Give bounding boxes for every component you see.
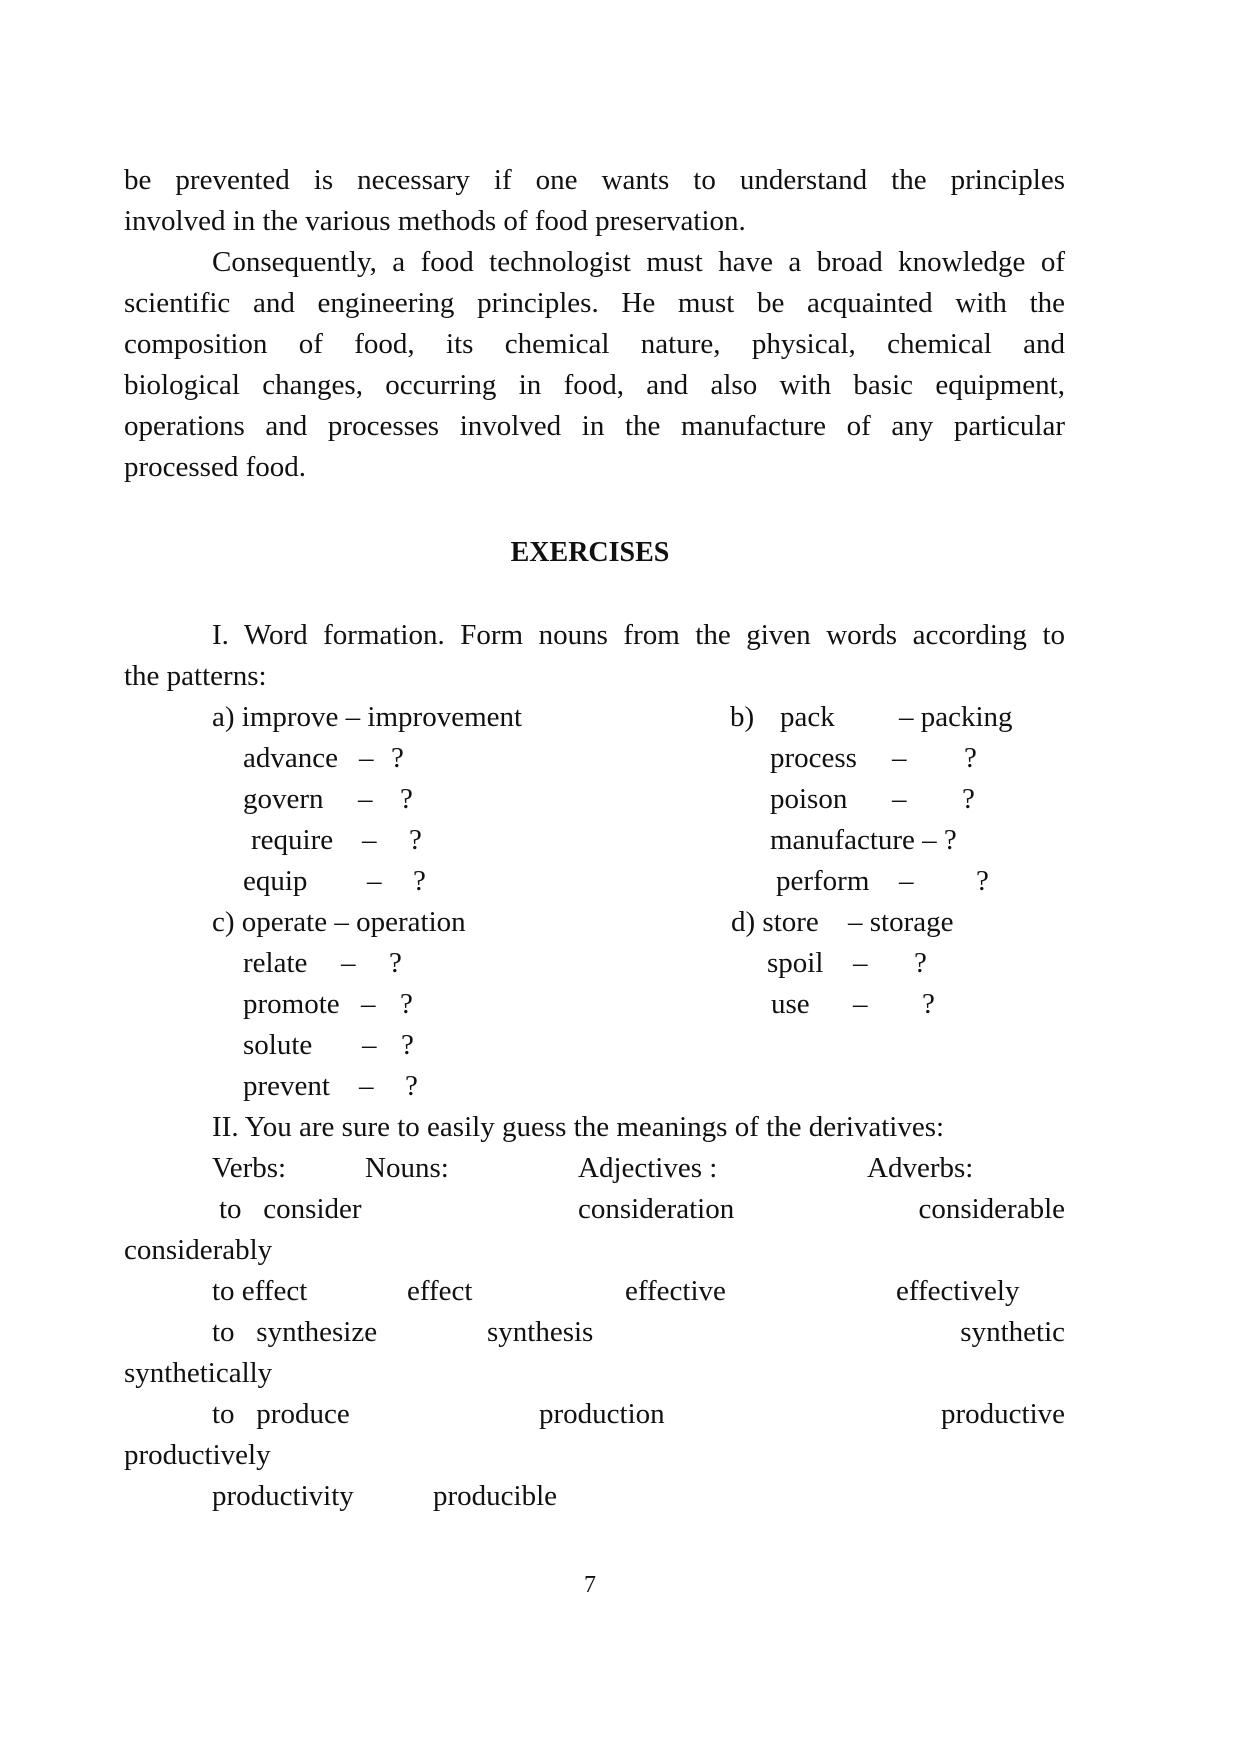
noun-productivity: productivity (212, 1480, 354, 1512)
pattern-a-question-2: ? (400, 783, 413, 815)
noun-effect: effect (407, 1275, 473, 1307)
pattern-a-word-2: govern (243, 783, 324, 815)
page-number: 7 (584, 1572, 596, 1598)
adverb-effectively: effectively (896, 1275, 1020, 1307)
pattern-a-dash-3: – (362, 824, 377, 856)
pattern-c-dash-2: – (361, 988, 376, 1020)
pattern-c-question-3: ? (401, 1029, 414, 1061)
pattern-b-question-2: ? (962, 783, 975, 815)
pattern-c-word-2: promote (243, 988, 340, 1020)
verb-effect: to effect (212, 1275, 308, 1307)
pattern-b-dash-1: – (892, 742, 907, 774)
pattern-d-word-1: spoil (767, 947, 824, 979)
pattern-d-dash-2: – (853, 988, 868, 1020)
pattern-b-question-1: ? (964, 742, 977, 774)
paragraph-2-line-2: scientific and engineering principles. He must be acquainted with the (124, 287, 1065, 319)
pattern-a-word-1: advance (243, 742, 338, 774)
pattern-d-question-1: ? (914, 947, 927, 979)
paragraph-2-line-6: processed food. (124, 451, 307, 483)
pattern-a-question-1: ? (391, 742, 404, 774)
exercise-2-title: II. You are sure to easily guess the meanings of the derivatives: (212, 1111, 945, 1143)
pattern-c-word-4: prevent (243, 1070, 330, 1102)
pattern-d-word-2: use (771, 988, 810, 1020)
pattern-b-label: b) (730, 701, 755, 733)
adverb-synthetically: synthetically (124, 1357, 273, 1389)
pattern-b-word-1: process (770, 742, 857, 774)
pattern-d-head: d) store (731, 906, 819, 938)
header-nouns: Nouns: (365, 1152, 449, 1184)
pattern-c-question-2: ? (400, 988, 413, 1020)
pattern-a-dash-1: – (359, 742, 374, 774)
pattern-b-word-3: manufacture – ? (770, 824, 957, 856)
verb-produce: to produce (212, 1398, 350, 1430)
pattern-d-dash-1: – (853, 947, 868, 979)
noun-synthesis: synthesis (487, 1316, 594, 1348)
adjective-effective: effective (625, 1275, 726, 1307)
noun-consideration: consideration (578, 1193, 735, 1225)
paragraph-2-line-5: operations and processes involved in the manufacture of any particular (124, 410, 1065, 442)
exercise-1-title-line-2: the patterns: (124, 660, 267, 692)
pattern-b-head-result: – packing (899, 701, 1013, 733)
exercises-heading: EXERCISES (510, 537, 670, 568)
pattern-b-question-4: ? (976, 865, 989, 897)
paragraph-2-line-3: composition of food, its chemical nature, physical, chemical and (124, 328, 1065, 360)
paragraph-1-line-2: involved in the various methods of food preservation. (124, 205, 746, 237)
pattern-b-word-2: poison (770, 783, 848, 815)
noun-production: production (539, 1398, 665, 1430)
adjective-producible: producible (433, 1480, 558, 1512)
exercise-1-title-line-1: I. Word formation. Form nouns from the given words according to (212, 619, 1065, 651)
pattern-a-dash-2: – (358, 783, 373, 815)
pattern-c-question-4: ? (405, 1070, 418, 1102)
pattern-b-word-4: perform (776, 865, 870, 897)
pattern-d-head-result: – storage (848, 906, 954, 938)
pattern-c-word-3: solute (243, 1029, 313, 1061)
pattern-c-head: c) operate – operation (212, 906, 466, 938)
pattern-c-dash-3: – (362, 1029, 377, 1061)
header-adverbs: Adverbs: (867, 1152, 974, 1184)
pattern-a-question-4: ? (413, 865, 426, 897)
pattern-a-question-3: ? (409, 824, 422, 856)
adverb-considerably: considerably (124, 1234, 273, 1266)
header-verbs: Verbs: (212, 1152, 287, 1184)
pattern-a-head: a) improve – improvement (212, 701, 523, 733)
paragraph-2-line-4: biological changes, occurring in food, and also with basic equipment, (124, 369, 1065, 401)
adjective-productive: productive (940, 1398, 1065, 1430)
pattern-b-head-word: pack (780, 701, 835, 733)
pattern-c-dash-1: – (341, 947, 356, 979)
pattern-b-dash-2: – (892, 783, 907, 815)
paragraph-2-line-1: Consequently, a food technologist must have a broad knowledge of (212, 246, 1065, 278)
pattern-a-dash-4: – (367, 865, 382, 897)
pattern-b-dash-4: – (899, 865, 914, 897)
pattern-c-dash-4: – (359, 1070, 374, 1102)
adjective-considerable: considerable (918, 1193, 1065, 1225)
pattern-a-word-4: equip (243, 865, 308, 897)
pattern-c-word-1: relate (243, 947, 308, 979)
verb-synthesize: to synthesize (212, 1316, 378, 1348)
adjective-synthetic: synthetic (960, 1316, 1065, 1348)
verb-consider: to consider (219, 1193, 362, 1225)
header-adjectives: Adjectives : (578, 1152, 718, 1184)
paragraph-1-line-1: be prevented is necessary if one wants to understand the principles (124, 164, 1065, 196)
pattern-a-word-3: require (251, 824, 334, 856)
pattern-c-question-1: ? (389, 947, 402, 979)
pattern-d-question-2: ? (922, 988, 935, 1020)
adverb-productively: productively (124, 1439, 271, 1471)
